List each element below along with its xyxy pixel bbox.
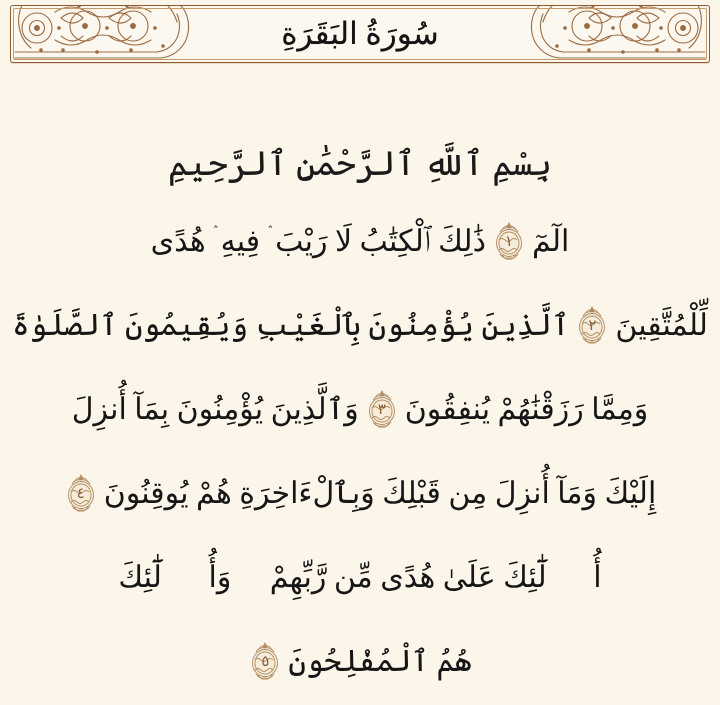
ayah-number-label: ٤ <box>76 486 85 502</box>
ayah-number-marker[interactable] <box>64 474 98 514</box>
ayah-text: ٱلَّذِينَ يُؤْمِنُونَ بِٱلْغَيْبِ وَيُقِيمُونَ ٱلصَّلَوٰةَ <box>12 309 570 343</box>
mushaf-body <box>0 75 720 705</box>
ayah-text: وَٱلَّذِينَ يُؤْمِنُونَ بِمَآ أُنزِلَ <box>71 393 359 427</box>
ayah-text: لِّلْمُتَّقِينَ <box>615 309 708 343</box>
basmala-text: بِسْمِ ٱللَّهِ ٱلرَّحْمَٰنِ ٱلرَّحِيمِ <box>167 146 553 183</box>
ayah-text: إِلَيْكَ وَمَآ أُنزِلَ مِن قَبْلِكَ وَبِٱلْءَاخِرَةِ هُمْ يُوقِنُونَ <box>103 477 657 511</box>
ayah-text: الٓمٓ <box>531 225 570 259</box>
ayah-number-label: ٢ <box>588 318 597 334</box>
surah-header-band <box>10 5 710 63</box>
ayah-number-label: ١ <box>504 234 513 250</box>
ayah-text: ذَٰلِكَ ٱلْكِتَٰبُ لَا رَيْبَ ۛ فِيهِ ۛ هُدًى <box>150 225 486 259</box>
ayah-text: أُو۟لَٰٓئِكَ عَلَىٰ هُدًى مِّن رَّبِّهِمْ ۖ وَأُو۟لَٰٓئِكَ <box>118 561 602 595</box>
quran-line-line-3 <box>40 368 680 452</box>
quran-page <box>0 5 720 705</box>
surah-title: سُورَةُ البَقَرَةِ <box>281 16 439 51</box>
ayah-number-marker[interactable] <box>248 642 282 682</box>
quran-line-line-1 <box>40 200 680 284</box>
ayah-number-marker[interactable] <box>365 390 399 430</box>
quran-line-line-5 <box>40 536 680 620</box>
ayah-number-label: ٣ <box>377 402 386 418</box>
ayah-number-marker[interactable] <box>575 306 609 346</box>
ayah-lines-container <box>0 200 720 704</box>
ayah-text: وَمِمَّا رَزَقْنَٰهُمْ يُنفِقُونَ <box>404 393 649 427</box>
ayah-text: هُمُ ٱلْمُفْلِحُونَ <box>288 645 472 679</box>
quran-line-line-4 <box>40 452 680 536</box>
ayah-number-label: ٥ <box>261 654 270 670</box>
quran-line-line-2 <box>12 284 708 368</box>
ayah-number-marker[interactable] <box>492 222 526 262</box>
quran-line-line-6 <box>40 620 680 704</box>
